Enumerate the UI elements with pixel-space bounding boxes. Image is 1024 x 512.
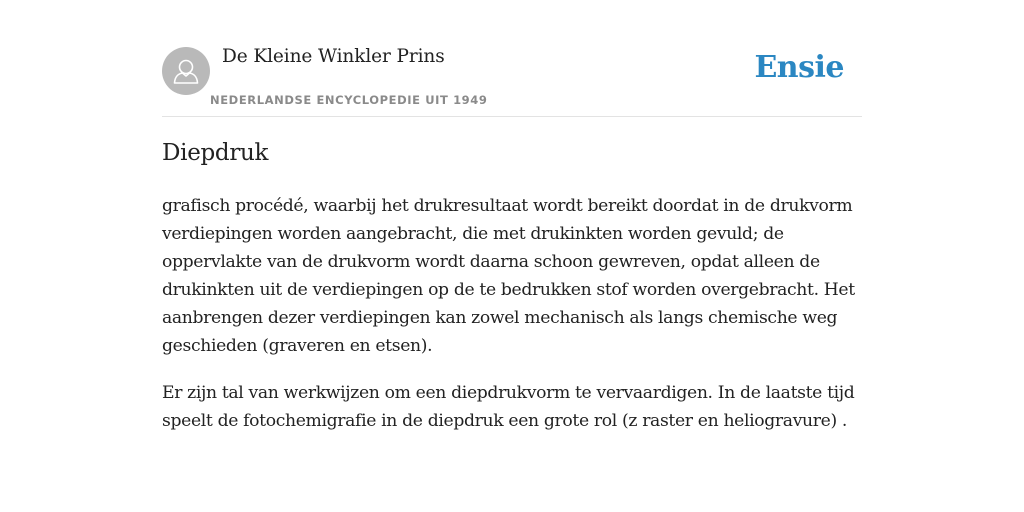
author-subtitle: NEDERLANDSE ENCYCLOPEDIE UIT 1949 (210, 93, 488, 107)
user-icon (162, 47, 210, 95)
author-name[interactable]: De Kleine Winkler Prins (222, 46, 445, 67)
brand-logo[interactable]: Ensie (754, 50, 844, 85)
author-avatar[interactable] (162, 47, 210, 95)
entry-title: Diepdruk (162, 140, 269, 166)
entry-paragraph: Er zijn tal van werkwijzen om een diepdrukvorm te vervaardigen. In de laatste tijd speelt de fotochemigrafie in de diepdruk een grote rol (z raster en heliogravure) . (162, 383, 855, 431)
entry-body (162, 192, 862, 454)
entry-header (162, 46, 862, 117)
entry-paragraph: grafisch procédé, waarbij het drukresultaat wordt bereikt doordat in de drukvorm verdiepingen worden aangebracht, die met drukinkten worden gevuld; de oppervlakte van de drukvorm wordt daarna schoon gewreven, opdat alleen de drukinkten uit de verdiepingen op de te bedrukken stof worden overgebracht. Het aanbrengen dezer verdiepingen kan zowel mechanisch als langs chemische weg geschieden (graveren en etsen). (162, 196, 855, 356)
